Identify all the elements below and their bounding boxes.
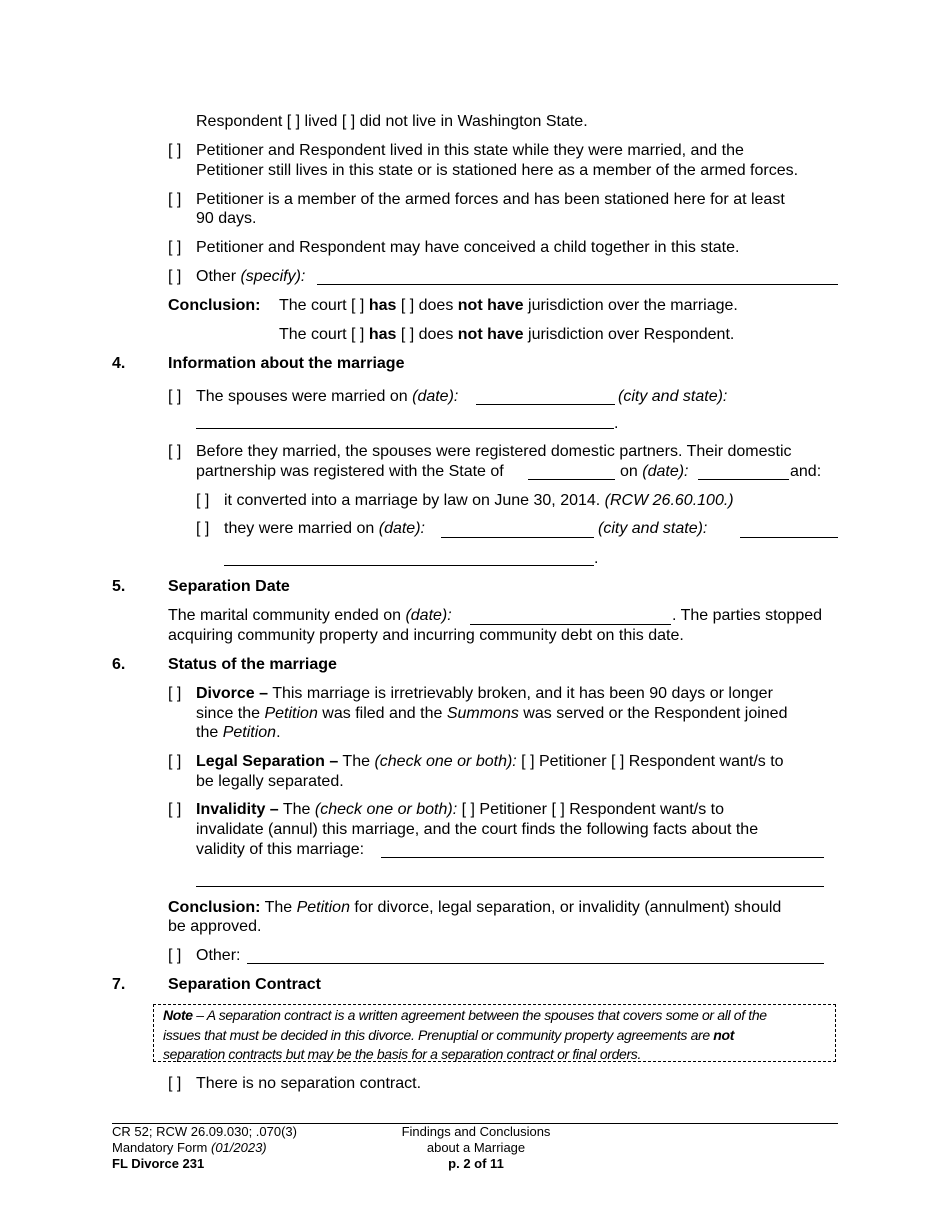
other-label: Other: bbox=[196, 947, 241, 964]
on-date-label: on (date): bbox=[620, 463, 689, 480]
checkbox[interactable]: [ ] bbox=[168, 268, 182, 285]
footer-form-id: FL Divorce 231 bbox=[112, 1156, 205, 1171]
invalidity-line2: invalidate (annul) this marriage, and the court finds the following facts about the bbox=[196, 821, 759, 838]
footer-center bbox=[390, 1124, 562, 1172]
conclusion-marriage-jurisdiction: The court [ ] has [ ] does not have jurisdiction over the marriage. bbox=[279, 297, 738, 314]
note-line3: separation contracts but may be the basis for a separation contract or final orders. bbox=[163, 1046, 641, 1062]
other-specify-label: Other (specify): bbox=[196, 268, 306, 285]
community-debt-line: acquiring community property and incurring community debt on this date. bbox=[168, 627, 684, 644]
section-title: Information about the marriage bbox=[168, 355, 405, 372]
checkbox[interactable]: [ ] bbox=[168, 191, 182, 208]
state-field[interactable] bbox=[528, 479, 615, 480]
checkbox[interactable]: [ ] bbox=[168, 947, 182, 964]
footer-title-2: about a Marriage bbox=[426, 1140, 526, 1155]
opt-b-line1: Petitioner is a member of the armed forces and has been stationed here for at least bbox=[196, 191, 785, 208]
conclusion-6-line2: be approved. bbox=[168, 918, 262, 935]
section-number: 5. bbox=[112, 578, 126, 595]
divorce-line3: the Petition. bbox=[196, 724, 281, 741]
note-line2: issues that must be decided in this divorce. Prenuptial or community property agreements are not bbox=[163, 1026, 735, 1043]
section-title: Status of the marriage bbox=[168, 656, 337, 673]
checkbox[interactable]: [ ] bbox=[168, 685, 182, 702]
opt-c-line: Petitioner and Respondent may have conceived a child together in this state. bbox=[196, 239, 740, 256]
checkbox[interactable]: [ ] bbox=[168, 388, 182, 405]
legal-separation-line1: Legal Separation – The (check one or both): [ ] Petitioner [ ] Respondent want/s to bbox=[196, 753, 784, 770]
section-number: 7. bbox=[112, 976, 126, 993]
conclusion-6-line1: Conclusion: The Petition for divorce, legal separation, or invalidity (annulment) should bbox=[168, 899, 782, 916]
married-on-label: The spouses were married on (date): bbox=[196, 388, 459, 405]
converted-line: it converted into a marriage by law on June 30, 2014. (RCW 26.60.100.) bbox=[224, 492, 734, 509]
checkbox[interactable]: [ ] bbox=[196, 520, 210, 537]
and-label: and: bbox=[790, 463, 822, 480]
section-title: Separation Date bbox=[168, 578, 290, 595]
other-field[interactable] bbox=[247, 963, 824, 964]
legal-separation-line2: be legally separated. bbox=[196, 773, 344, 790]
registration-date-field[interactable] bbox=[698, 479, 789, 480]
invalidity-line1: Invalidity – The (check one or both): [ ] Petitioner [ ] Respondent want/s to bbox=[196, 801, 724, 818]
opt-b-line2: 90 days. bbox=[196, 210, 257, 227]
other-specify-field[interactable] bbox=[317, 284, 838, 285]
checkbox[interactable]: [ ] bbox=[168, 753, 182, 770]
footer-rule-cite: CR 52; RCW 26.09.030; .070(3) bbox=[112, 1124, 297, 1139]
domestic-partner-line2: partnership was registered with the State of bbox=[196, 463, 504, 480]
marriage-location-field-2[interactable] bbox=[740, 537, 838, 538]
validity-facts-field[interactable] bbox=[381, 857, 824, 858]
city-state-label: (city and state): bbox=[618, 388, 728, 405]
invalidity-line3: validity of this marriage: bbox=[196, 841, 365, 858]
checkbox[interactable]: [ ] bbox=[168, 239, 182, 256]
marriage-location-field-2b[interactable] bbox=[224, 565, 594, 566]
footer-mandatory: Mandatory Form (01/2023) bbox=[112, 1140, 267, 1155]
opt-a-line1: Petitioner and Respondent lived in this state while they were married, and the bbox=[196, 142, 744, 159]
footer-title-1: Findings and Conclusions bbox=[401, 1124, 551, 1139]
note-box bbox=[153, 1004, 836, 1062]
marriage-location-field[interactable] bbox=[196, 428, 614, 429]
note-line1: Note – A separation contract is a written agreement between the spouses that covers some or all of the bbox=[163, 1007, 767, 1023]
no-separation-contract: There is no separation contract. bbox=[196, 1075, 422, 1092]
checkbox[interactable]: [ ] bbox=[168, 1075, 182, 1092]
opt-a-line2: Petitioner still lives in this state or is stationed here as a member of the armed forces. bbox=[196, 162, 799, 179]
checkbox[interactable]: [ ] bbox=[168, 142, 182, 159]
parties-stopped: . The parties stopped bbox=[672, 607, 823, 624]
divorce-line1: Divorce – This marriage is irretrievably broken, and it has been 90 days or longer bbox=[196, 685, 773, 702]
marriage-date-field[interactable] bbox=[476, 404, 615, 405]
respondent-residence-line: Respondent [ ] lived [ ] did not live in Washington State. bbox=[196, 113, 588, 130]
conclusion-respondent-jurisdiction: The court [ ] has [ ] does not have jurisdiction over Respondent. bbox=[279, 326, 735, 343]
marriage-date-field-2[interactable] bbox=[441, 537, 594, 538]
section-title: Separation Contract bbox=[168, 976, 321, 993]
period: . bbox=[594, 550, 599, 567]
checkbox[interactable]: [ ] bbox=[168, 801, 182, 818]
community-ended-label: The marital community ended on (date): bbox=[168, 607, 452, 624]
city-state-label-2: (city and state): bbox=[598, 520, 708, 537]
separation-date-field[interactable] bbox=[470, 624, 671, 625]
period: . bbox=[614, 415, 619, 432]
divorce-line2: since the Petition was filed and the Summons was served or the Respondent joined bbox=[196, 705, 788, 722]
conclusion-label: Conclusion: bbox=[168, 297, 261, 314]
domestic-partner-line1: Before they married, the spouses were registered domestic partners. Their domestic bbox=[196, 443, 792, 460]
section-number: 6. bbox=[112, 656, 126, 673]
section-number: 4. bbox=[112, 355, 126, 372]
validity-facts-field-2[interactable] bbox=[196, 886, 824, 887]
checkbox[interactable]: [ ] bbox=[168, 443, 182, 460]
married-on-label-2: they were married on (date): bbox=[224, 520, 425, 537]
footer-left bbox=[112, 1124, 297, 1172]
checkbox[interactable]: [ ] bbox=[196, 492, 210, 509]
footer-page: p. 2 of 11 bbox=[448, 1156, 504, 1171]
